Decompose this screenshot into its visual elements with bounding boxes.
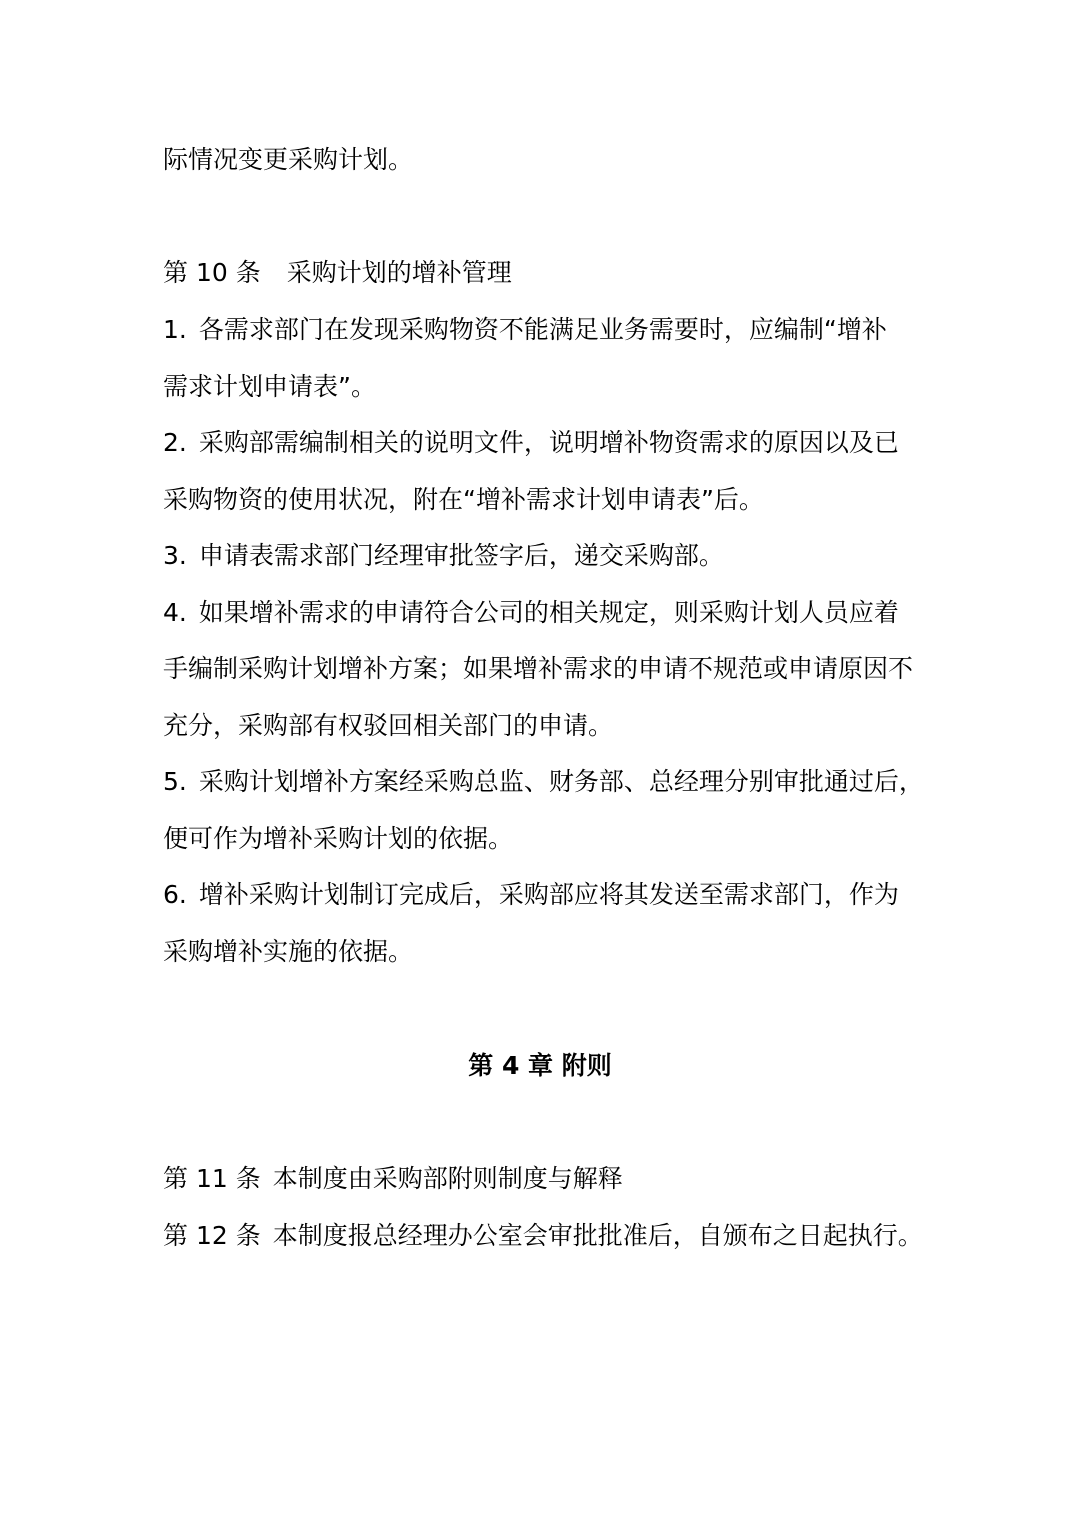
article-number: 第 12 条	[163, 1221, 261, 1250]
article-text: 本制度由采购部附则制度与解释	[272, 1164, 623, 1193]
list-text: 充分，采购部有权驳回相关部门的申请。	[163, 711, 614, 740]
list-item-2-line-2	[163, 483, 943, 517]
list-item-5-line-1	[163, 765, 943, 799]
list-item-1-line-2	[163, 370, 943, 404]
continuation-text: 际情况变更采购计划。	[163, 145, 414, 174]
list-text: 增补采购计划制订完成后，采购部应将其发送至需求部门，作为	[198, 880, 899, 909]
chapter-heading	[0, 1049, 1080, 1083]
article-number: 第 11 条	[163, 1164, 261, 1193]
list-number: 1.	[163, 315, 187, 344]
article-title: 采购计划的增补管理	[286, 258, 512, 287]
chapter-title: 第 4 章 附则	[468, 1051, 612, 1080]
list-number: 4.	[163, 598, 187, 627]
list-number: 6.	[163, 880, 187, 909]
list-item-4-line-1	[163, 596, 943, 630]
list-number: 5.	[163, 767, 187, 796]
list-text: 如果增补需求的申请符合公司的相关规定，则采购计划人员应着	[198, 598, 899, 627]
list-item-4-line-2	[163, 652, 943, 686]
list-number: 2.	[163, 428, 187, 457]
list-text: 申请表需求部门经理审批签字后，递交采购部。	[198, 541, 724, 570]
list-number: 3.	[163, 541, 187, 570]
list-item-6-line-1	[163, 878, 943, 912]
list-item-2-line-1	[163, 426, 943, 460]
article-12	[163, 1219, 943, 1253]
list-item-3-line-1	[163, 539, 943, 573]
list-text: 采购增补实施的依据。	[163, 937, 414, 966]
list-item-4-line-3	[163, 709, 943, 743]
article-number: 第 10 条	[163, 258, 261, 287]
list-text: 各需求部门在发现采购物资不能满足业务需要时，应编制“增补	[198, 315, 887, 344]
list-text: 采购计划增补方案经采购总监、财务部、总经理分别审批通过后，	[198, 767, 924, 796]
list-item-1-line-1	[163, 313, 943, 347]
list-text: 需求计划申请表”。	[163, 372, 376, 401]
paragraph-continuation	[163, 143, 943, 177]
list-item-5-line-2	[163, 822, 943, 856]
list-text: 便可作为增补采购计划的依据。	[163, 824, 514, 853]
article-10-heading	[163, 256, 943, 290]
list-text: 采购物资的使用状况，附在“增补需求计划申请表”后。	[163, 485, 764, 514]
list-text: 采购部需编制相关的说明文件，说明增补物资需求的原因以及已	[198, 428, 899, 457]
list-text: 手编制采购计划增补方案；如果增补需求的申请不规范或申请原因不	[163, 654, 914, 683]
article-11	[163, 1162, 943, 1196]
list-item-6-line-2	[163, 935, 943, 969]
article-text: 本制度报总经理办公室会审批批准后，自颁布之日起执行。	[272, 1221, 923, 1250]
